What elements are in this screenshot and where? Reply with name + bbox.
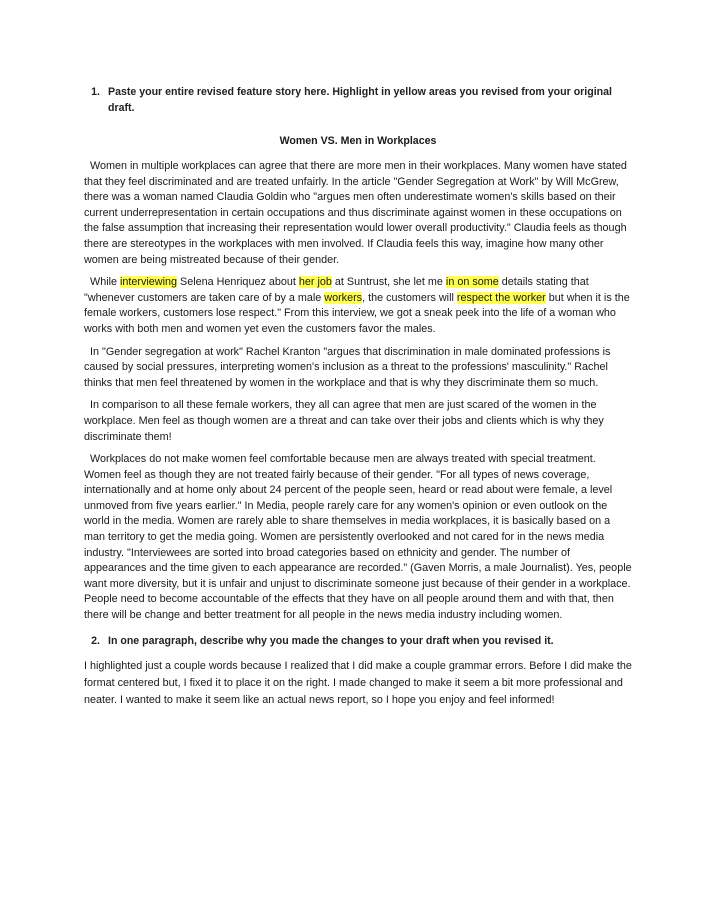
highlighted-revision: workers — [324, 291, 363, 304]
paragraph-text: While — [90, 276, 120, 289]
paragraph-text: Selena Henriquez about — [177, 276, 299, 289]
question-2-text: In one paragraph, describe why you made the changes to your draft when you revised it. — [108, 634, 554, 647]
story-paragraph-5 — [84, 452, 632, 624]
paragraph-text: at Suntrust, she let me — [331, 276, 446, 289]
story-paragraph-2 — [84, 275, 632, 337]
paragraph-text: In comparison to all these female workers, they all can agree that men are just scared of the women in the workplace. Men feel as though women are a threat and can take over their jobs and clients which is why they discriminate them! — [84, 399, 604, 443]
story-paragraph-3 — [84, 345, 632, 392]
question-1 — [64, 84, 632, 116]
highlighted-revision: respect the worker — [456, 291, 546, 304]
story-body — [84, 159, 632, 624]
story-paragraph-1 — [84, 159, 632, 268]
paragraph-text: , the customers will — [362, 291, 457, 304]
paragraph-text: but when it is the female workers, customers lose respect." From this interview, we got a sneak peek into the life of a woman who works with both men and women yet even the customers favor the males. — [84, 291, 630, 335]
highlighted-revision: in on some — [445, 276, 499, 289]
paragraph-text: details stating that "whenever customers are taken care of by a male — [84, 276, 589, 304]
question-1-number: 1. — [91, 86, 100, 98]
question-2-number: 2. — [91, 634, 100, 647]
paragraph-text: Women in multiple workplaces can agree that there are more men in their workplaces. Many women have stated that they feel discriminated and are treated unfairly. In the article "Gender Segregation at Work" by Will McGrew, there was a woman named Claudia Goldin who "argues men often underestimate women's skills based on their current underrepresentation in certain occupations and thus discriminate against women in these occupations on the false assumption that increasing their representation would lower overall productivity." Claudia feels as though there are stereotypes in the workplaces with men involved. If Claudia feels this way, imagine how many other women are being mistreated because of their gender. — [84, 160, 627, 266]
story-title: Women VS. Men in Workplaces — [279, 135, 437, 147]
question-2 — [64, 633, 632, 649]
highlighted-revision: interviewing — [120, 276, 178, 289]
question-1-text: Paste your entire revised feature story here. Highlight in yellow areas you revised from your original draft. — [108, 86, 612, 114]
paragraph-text: Workplaces do not make women feel comfortable because men are always treated with special treatment. Women feel as though they are not treated fairly because of their gender. "For all types of news coverage, internationally and at home only about 24 percent of the people seen, heard or read about were female, a level unmoved from five years earlier." In Media, people rarely care for any women's opinion or even outlook on the world in the media. Women are rarely able to share themselves in media workplaces, it is basically based on a man territory to get the media going. Women are persistently overlooked and not cared for in the news media industry. "Interviewees are sorted into broad categories based on ethnicity and gender. The number of appearances and the time given to each appearance are recorded." (Gaven Morris, a male Journalist). Yes, people want more diversity, but it is unfair and unjust to discriminate someone just because of their gender in a workplace. People need to become accountable of the effects that they have on all people around them and with that, then there will be change and better treatment for all people in the news media industry including women. — [84, 453, 632, 622]
paragraph-text: In "Gender segregation at work" Rachel Kranton "argues that discrimination in male dominated professions is caused by social pressures, interpreting women's inclusion as a threat to the professions' masculinity." Rachel thinks that men feel threatened by women in the workplace and that is why they discriminate them so much. — [84, 345, 611, 389]
story-paragraph-4 — [84, 398, 632, 445]
answer-2-paragraph: I highlighted just a couple words because I realized that I did make a couple grammar errors. Before I did make the format centered but, I fixed it to place it on the right. I made changed to make it seem a bit more professional and neater. I wanted to make it seem like an actual news report, so I hope you enjoy and feel informed! — [84, 659, 632, 707]
highlighted-revision: her job — [298, 276, 332, 289]
